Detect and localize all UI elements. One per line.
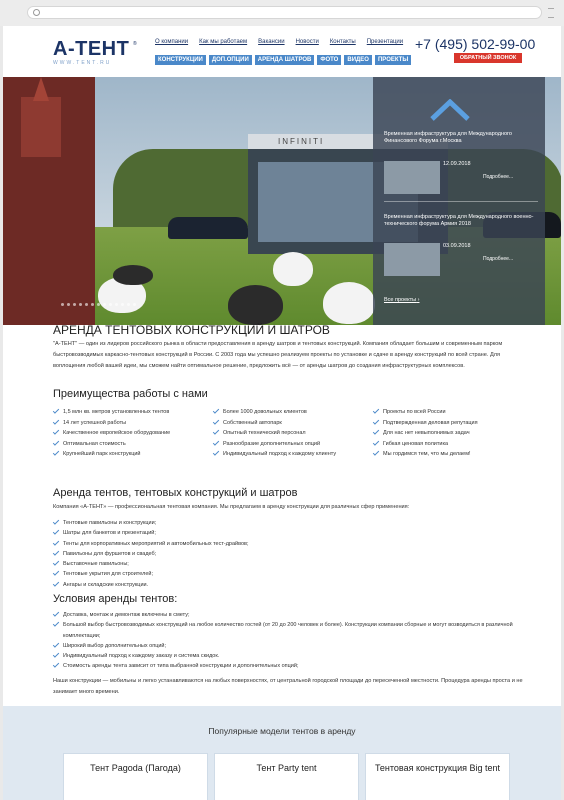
registered-mark: ® bbox=[133, 41, 137, 47]
check-icon bbox=[53, 580, 59, 586]
slider-dot[interactable] bbox=[73, 303, 76, 306]
news-image[interactable] bbox=[384, 243, 440, 276]
advantages-column bbox=[373, 407, 533, 460]
advantage-text: Разнообразие дополнительных опций bbox=[223, 440, 321, 447]
page-icon bbox=[33, 9, 40, 16]
hero-building bbox=[3, 77, 95, 325]
building-tower bbox=[21, 97, 61, 157]
check-icon bbox=[53, 570, 59, 576]
check-icon bbox=[53, 449, 59, 455]
top-nav bbox=[155, 39, 403, 45]
nav-button-video[interactable]: ВИДЕО bbox=[344, 55, 372, 65]
divider bbox=[384, 201, 538, 202]
list-item bbox=[53, 651, 523, 661]
advantage-item bbox=[53, 428, 213, 439]
news-date: 03.09.2018 bbox=[443, 243, 471, 249]
list-item-text: Большой выбор быстровозводимых конструкций на любое количество гостей (от 20 до 200 человек и более). Конструкции компании сборные и могут возводиться в различной комплектации; bbox=[63, 622, 513, 639]
news-title[interactable]: Временная инфраструктура для Международного Финансового Форума г.Москва bbox=[384, 131, 512, 144]
slider-dot[interactable] bbox=[103, 303, 106, 306]
list-item-text: Выставочные павильоны; bbox=[63, 561, 129, 568]
list-item bbox=[53, 528, 523, 538]
news-date: 12.09.2018 bbox=[443, 161, 471, 167]
bean-bag bbox=[113, 265, 153, 285]
advantage-item bbox=[53, 449, 213, 460]
check-icon bbox=[53, 560, 59, 566]
advantage-text: Крупнейший парк конструкций bbox=[63, 451, 141, 457]
check-icon bbox=[53, 428, 59, 434]
advantage-item bbox=[213, 407, 373, 418]
slider-dot[interactable] bbox=[115, 303, 118, 306]
advantage-text: Подтвержденная деловая репутация bbox=[383, 419, 478, 426]
advantage-item bbox=[373, 418, 533, 429]
bean-bag bbox=[228, 285, 283, 325]
check-icon bbox=[373, 449, 379, 455]
news-title[interactable]: Временная инфраструктура для Международного военно-технического форума Армия 2018 bbox=[384, 214, 534, 227]
list-item-text: Тенты для корпоративных мероприятий и автомобильных тест-драйвов; bbox=[63, 540, 249, 547]
advantage-item bbox=[373, 439, 533, 450]
check-icon bbox=[53, 439, 59, 445]
check-icon bbox=[373, 428, 379, 434]
slider-dot[interactable] bbox=[91, 303, 94, 306]
check-icon bbox=[53, 662, 59, 668]
nav-button-rent[interactable]: АРЕНДА ШАТРОВ bbox=[255, 55, 315, 65]
product-card[interactable]: Тентовая конструкция Big tent bbox=[365, 753, 510, 800]
check-icon bbox=[53, 407, 59, 413]
advantage-text: Более 1000 довольных клиентов bbox=[223, 409, 307, 415]
list-item-text: Тентовые укрытия для строителей; bbox=[63, 571, 153, 578]
main-nav bbox=[155, 55, 411, 65]
advantage-item bbox=[213, 439, 373, 450]
popular-title: Популярные модели тентов в аренду bbox=[208, 726, 356, 736]
slider-dot[interactable] bbox=[79, 303, 82, 306]
list-item-text: Ангары и складские конструкции. bbox=[63, 581, 149, 588]
all-projects-label: Все проекты bbox=[384, 297, 417, 303]
slider-dot[interactable] bbox=[133, 303, 136, 306]
list-item bbox=[53, 580, 523, 590]
list-item bbox=[53, 559, 523, 569]
list-item bbox=[53, 620, 523, 641]
nav-button-projects[interactable]: ПРОЕКТЫ bbox=[375, 55, 411, 65]
news-more-link[interactable]: Подробнее... bbox=[483, 256, 514, 262]
outro-text: Наши конструкции — мобильны и легко устанавливаются на любых поверхностях, от центральной городской площади до пересеченной местности. Процедура аренды проста и не занимает много времени. bbox=[53, 678, 523, 695]
check-icon bbox=[53, 652, 59, 658]
list-item-text: Широкий выбор дополнительных опций; bbox=[63, 642, 167, 649]
nav-link-how-we-work[interactable]: Как мы работаем bbox=[199, 39, 248, 45]
list-item bbox=[53, 661, 523, 671]
advantage-text: Для нас нет невыполнимых задач bbox=[383, 430, 470, 436]
news-image[interactable] bbox=[384, 161, 440, 194]
logo-text: А-ТЕНТ bbox=[53, 38, 130, 60]
nav-link-contacts[interactable]: Контакты bbox=[329, 39, 356, 45]
phone-number[interactable]: +7 (495) 502-99-00 bbox=[415, 36, 536, 52]
check-icon bbox=[53, 529, 59, 535]
advantages-column bbox=[53, 407, 213, 460]
product-card[interactable]: Тент Pagoda (Пагода) bbox=[63, 753, 208, 800]
callback-button[interactable]: ОБРАТНЫЙ ЗВОНОК bbox=[454, 53, 522, 63]
hero-slider bbox=[3, 77, 561, 325]
slider-dot[interactable] bbox=[109, 303, 112, 306]
nav-link-news[interactable]: Новости bbox=[295, 39, 319, 45]
advantage-text: 14 лет успешной работы bbox=[63, 419, 127, 426]
advantage-text: Индивидуальный подход к каждому клиенту bbox=[223, 451, 337, 457]
page bbox=[3, 26, 561, 800]
slider-dot[interactable] bbox=[61, 303, 64, 306]
advantage-text: 1,5 млн кв. метров установленных тентов bbox=[63, 409, 170, 415]
list-item bbox=[53, 518, 523, 528]
slider-dot[interactable] bbox=[67, 303, 70, 306]
list-item-text: Тентовые павильоны и конструкции; bbox=[63, 520, 157, 526]
nav-link-vacancies[interactable]: Вакансии bbox=[258, 39, 285, 45]
check-icon bbox=[53, 549, 59, 555]
advantage-item bbox=[53, 439, 213, 450]
advantage-item bbox=[373, 449, 533, 460]
product-card[interactable]: Тент Party tent bbox=[214, 753, 359, 800]
check-icon bbox=[373, 439, 379, 445]
all-projects-link[interactable]: Все проекты › bbox=[384, 297, 420, 303]
advantage-item bbox=[373, 428, 533, 439]
nav-link-presentations[interactable]: Презентации bbox=[366, 39, 404, 45]
list-item bbox=[53, 610, 523, 620]
advantage-item bbox=[53, 418, 213, 429]
slider-dot[interactable] bbox=[97, 303, 100, 306]
check-icon bbox=[213, 439, 219, 445]
rent-intro: Компания «А-ТЕНТ» — профессиональная тентовая компания. Мы предлагаем в аренду конструкции для различных сфер применения: bbox=[53, 504, 410, 510]
advantages-column bbox=[213, 407, 373, 460]
check-icon bbox=[53, 518, 59, 524]
advantage-item bbox=[213, 418, 373, 429]
check-icon bbox=[373, 407, 379, 413]
check-icon bbox=[53, 621, 59, 627]
terms-list bbox=[53, 610, 523, 672]
check-icon bbox=[213, 418, 219, 424]
slider-dots[interactable] bbox=[61, 303, 136, 306]
advantage-text: Качественное европейское оборудование bbox=[63, 430, 171, 436]
list-item-text: Доставка, монтаж и демонтаж включены в смету; bbox=[63, 612, 190, 618]
list-item-text: Шатры для банкетов и презентаций; bbox=[63, 530, 156, 537]
advantage-text: Проекты по всей России bbox=[383, 409, 446, 415]
nav-button-options[interactable]: ДОП.ОПЦИИ bbox=[209, 55, 252, 65]
list-item bbox=[53, 539, 523, 549]
advantage-item bbox=[213, 428, 373, 439]
check-icon bbox=[53, 418, 59, 424]
intro-text: "А-ТЕНТ" — один из лидеров российского рынка в области предоставления в аренду шатров и тентовых конструкций. Компания обладает большим и современным парком быстровозводимых каркасно-тентовых конструкций в России. С 2003 года мы успешно реализуем проекты по установке и сдаче в аренду конструкций по всей стране. Для воплощения любой вашей идеи, мы сможем найти оптимальное решение, предложить всё — от аренды шатров до создания инфраструктурных комплексов. bbox=[53, 341, 503, 369]
list-item bbox=[53, 641, 523, 651]
list-item-text: Стоимость аренды тента зависит от типа выбранной конструкции и дополнительных опций; bbox=[63, 663, 299, 670]
advantage-text: Оптимальная стоимость bbox=[63, 440, 126, 447]
list-item bbox=[53, 569, 523, 579]
check-icon bbox=[373, 418, 379, 424]
chevron-up-icon[interactable] bbox=[430, 99, 470, 121]
advantage-text: Мы гордимся тем, что мы делаем! bbox=[383, 451, 471, 457]
nav-button-constructions[interactable]: КОНСТРУКЦИИ bbox=[155, 55, 206, 65]
list-item bbox=[53, 549, 523, 559]
advantage-text: Собственный автопарк bbox=[223, 419, 282, 426]
advantage-item bbox=[213, 449, 373, 460]
bean-bag bbox=[273, 252, 313, 286]
advantage-text: Опытный технический персонал bbox=[223, 430, 306, 436]
slider-dot[interactable] bbox=[85, 303, 88, 306]
advantage-item bbox=[373, 407, 533, 418]
brand-sign: INFINITI bbox=[278, 137, 325, 146]
check-icon bbox=[213, 449, 219, 455]
advantage-text: Гибкая ценовая политика bbox=[383, 440, 449, 447]
nav-link-about[interactable]: О компании bbox=[155, 39, 189, 45]
slider-dot[interactable] bbox=[121, 303, 124, 306]
check-icon bbox=[213, 428, 219, 434]
menu-icon[interactable] bbox=[548, 8, 554, 18]
logo-subtitle: WWW.TENT.RU bbox=[53, 60, 112, 66]
list-item-text: Павильоны для фуршетов и свадеб; bbox=[63, 550, 157, 557]
check-icon bbox=[53, 641, 59, 647]
address-bar[interactable] bbox=[27, 6, 542, 19]
car bbox=[168, 217, 248, 239]
building-spire bbox=[33, 77, 49, 101]
logo[interactable] bbox=[53, 38, 143, 66]
advantage-item bbox=[53, 407, 213, 418]
list-item-text: Индивидуальный подход к каждому заказу и система скидок. bbox=[63, 653, 220, 660]
browser-bar bbox=[0, 0, 564, 26]
rent-list bbox=[53, 518, 523, 590]
slider-dot[interactable] bbox=[127, 303, 130, 306]
check-icon bbox=[213, 407, 219, 413]
news-more-link[interactable]: Подробнее... bbox=[483, 174, 514, 180]
check-icon bbox=[53, 610, 59, 616]
advantages-title: Преимущества работы с нами bbox=[53, 388, 208, 400]
rent-title: Аренда тентов, тентовых конструкций и шатров bbox=[53, 487, 298, 499]
bean-bag bbox=[323, 282, 375, 324]
page-title: АРЕНДА ТЕНТОВЫХ КОНСТРУКЦИЙ И ШАТРОВ bbox=[53, 323, 330, 337]
check-icon bbox=[53, 539, 59, 545]
nav-button-photo[interactable]: ФОТО bbox=[317, 55, 341, 65]
terms-title: Условия аренды тентов: bbox=[53, 593, 178, 605]
